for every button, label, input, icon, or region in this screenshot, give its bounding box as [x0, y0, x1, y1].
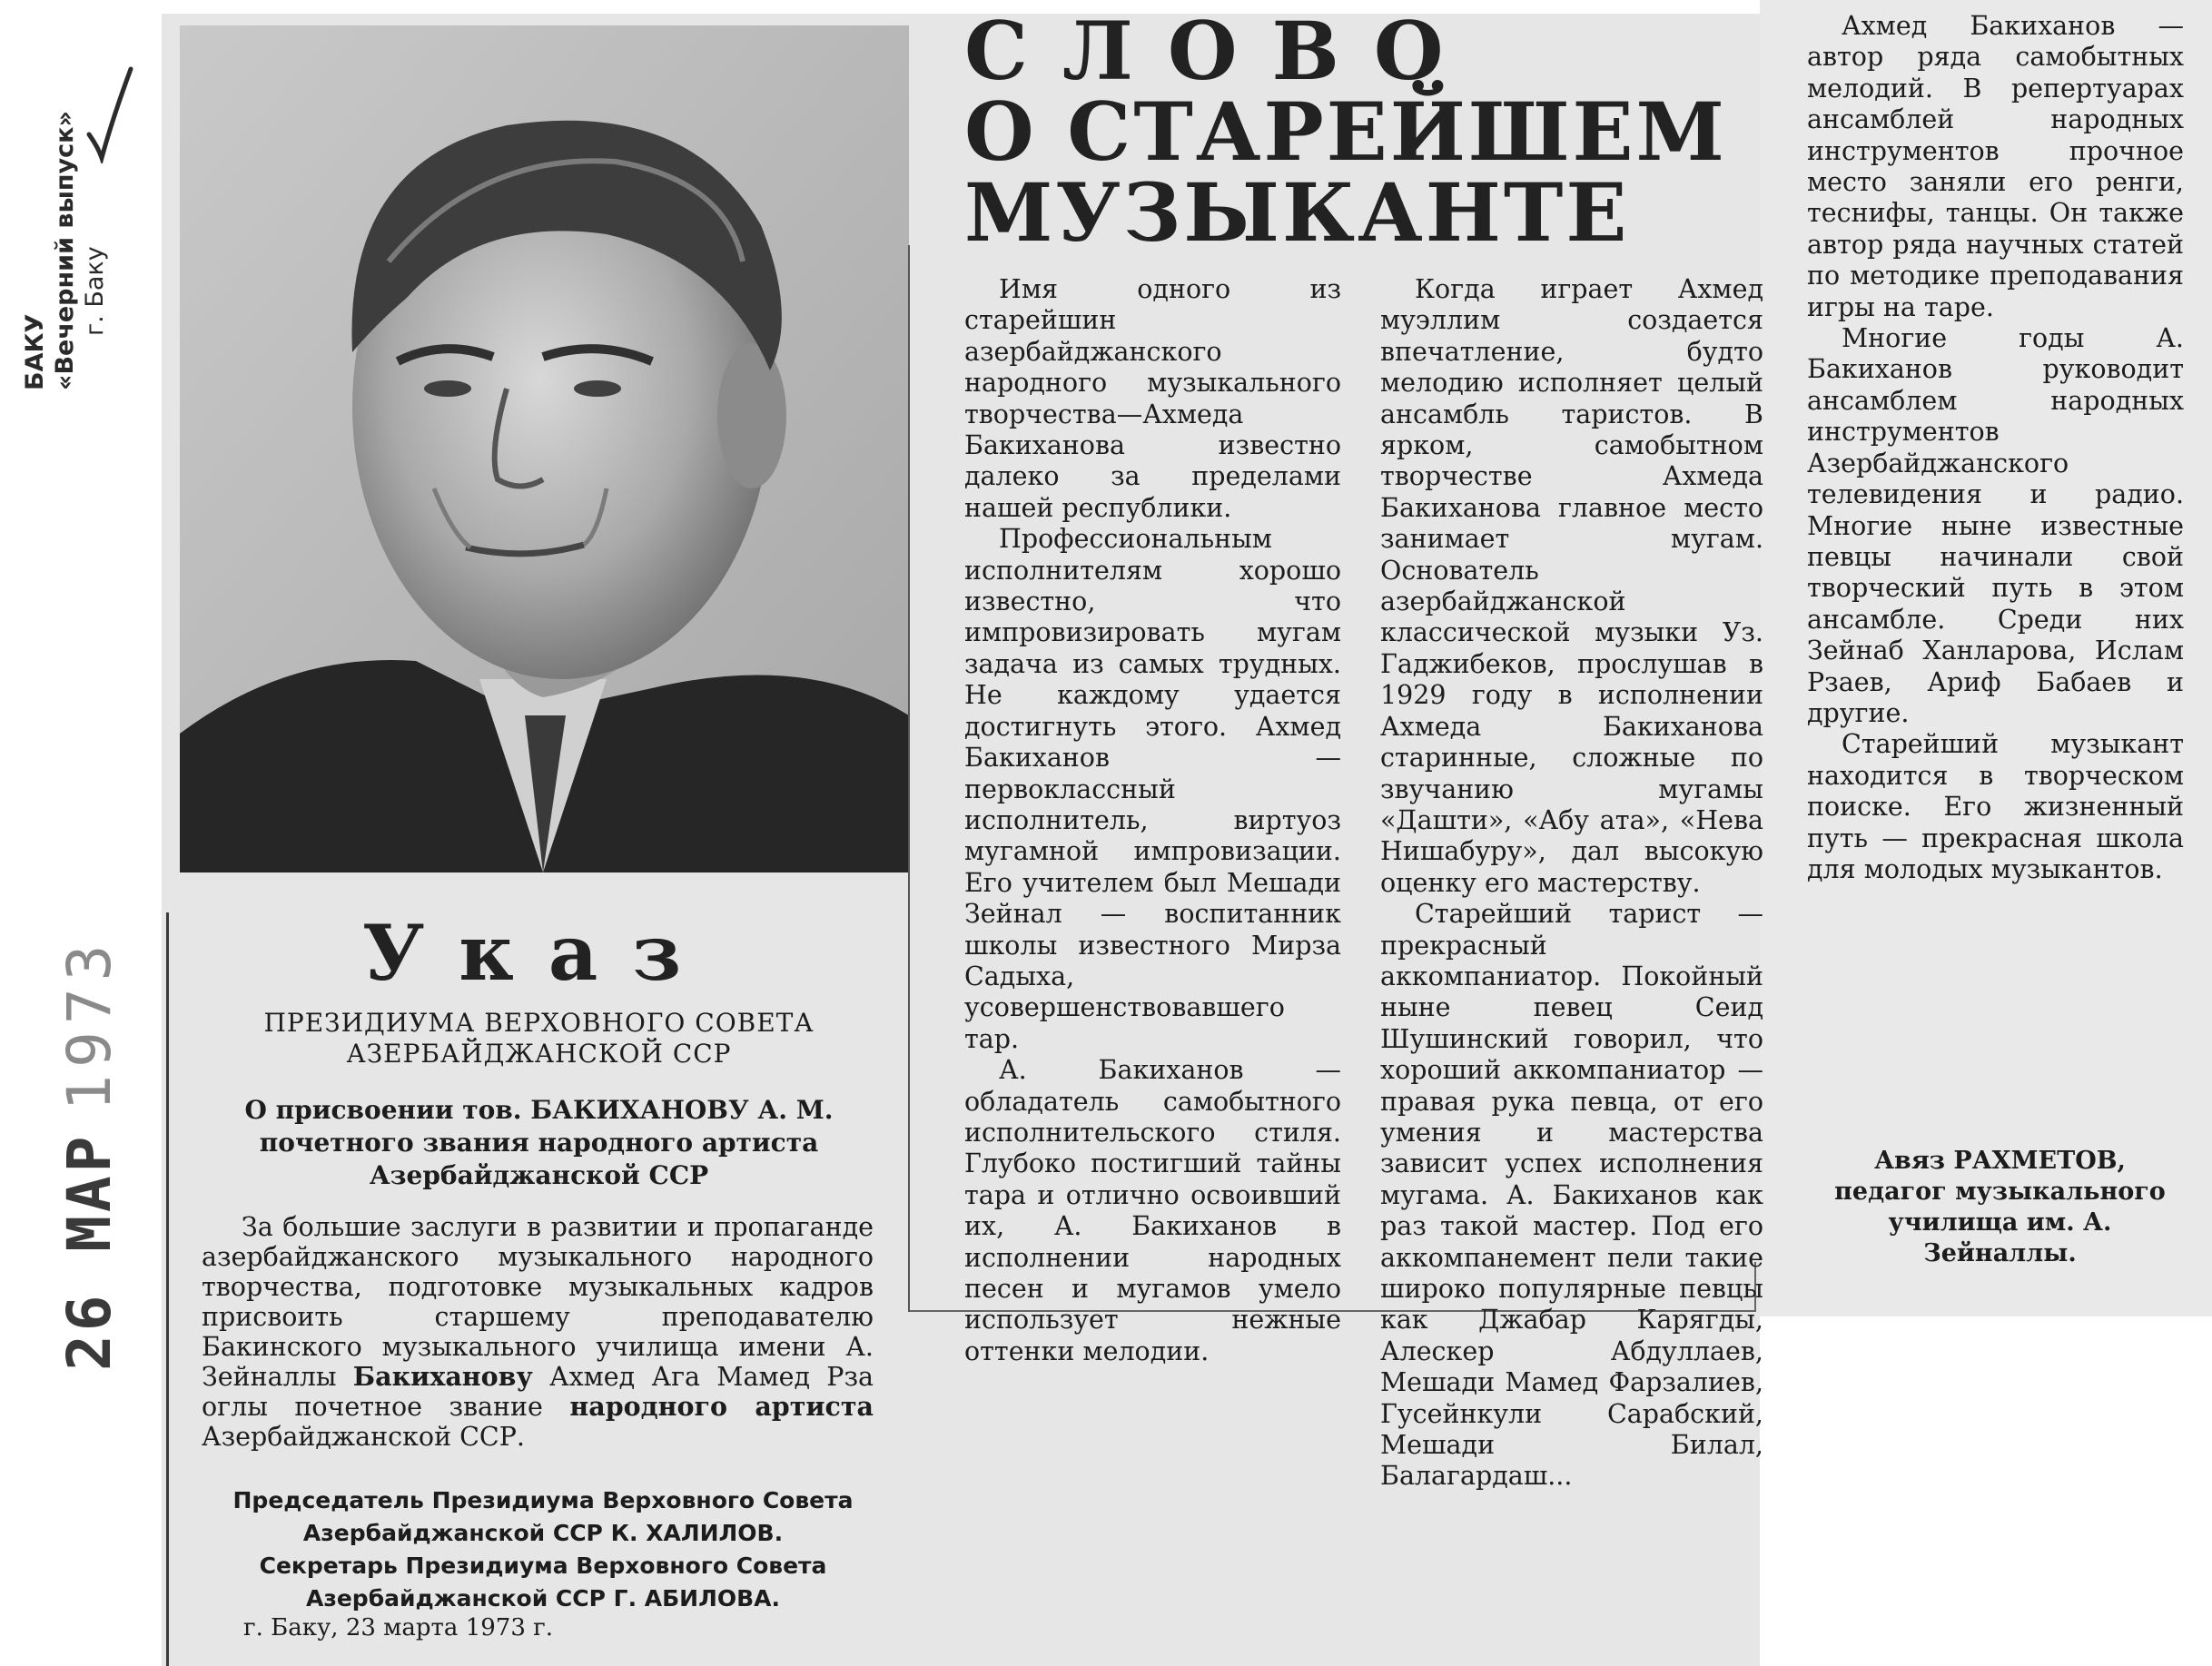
source-annotation — [20, 9, 110, 390]
decree-body-text: Ахмед Ага Мамед Рза оглы почетное звание — [202, 1362, 874, 1422]
decree-body-text: За большие заслуги в развитии и пропаганде азербайджанского музыкального народного творчества, подготовке музыкальных кадров присвоить старшему преподавателю Бакинского музыкального училища имени А. Зейналлы — [202, 1212, 874, 1392]
article-column-2 — [1380, 274, 1763, 1493]
decree-title: Указ — [362, 908, 716, 998]
decree-body — [202, 1212, 874, 1452]
stamp-year: 1973 — [54, 937, 124, 1111]
source-paper: «Вечерний выпуск» — [51, 111, 79, 390]
article-paragraph: Ахмед Бакиханов — автор ряда самобытных мелодий. В репертуарах ансамблей народных инструментов прочное место заняли его ренги, теснифы, танцы. Он также автор ряда научных статей по методике преподавания игры на таре. — [1807, 11, 2184, 322]
article-column-1 — [964, 274, 1341, 1367]
article-paragraph: Имя одного из старейшин азербайджанского народного музыкального творчества—Ахмеда Бакиханова известно далеко за пределами нашей республики. — [964, 274, 1341, 523]
article-paragraph: Старейший музыкант находится в творческом поиске. Его жизненный путь — прекрасная школа для молодых музыкантов. — [1807, 729, 2184, 884]
signature-chairman: Председатель Президиума Верховного Совета Азербайджанской ССР К. ХАЛИЛОВ. — [232, 1487, 854, 1546]
headline-line: О СТАРЕЙШЕМ — [964, 84, 1727, 179]
stamp-date: 26 МАР — [54, 1132, 124, 1371]
article-paragraph: Старейший тарист — прекрасный аккомпаниатор. Покойный ныне певец Сеид Шушинский говорил, что хороший аккомпаниатор — правая рука певца, от его умения и мастерства зависит успех исполнения мугама. А. Бакиханов как раз такой мастер. Под его аккомпанемент пели такие широко популярные певцы как Джабар Карягды, Алескер Абдуллаев, Мешади Мамед Фарзалиев, Гусейнкули Сарабский, Мешади Билал, Балагардаш... — [1380, 899, 1763, 1492]
article-headline — [964, 4, 1727, 260]
decree-body-name: Бакиханову — [352, 1361, 533, 1392]
decree-issuer: ПРЕЗИДИУМА ВЕРХОВНОГО СОВЕТА АЗЕРБАЙДЖАНСКОЙ ССР — [263, 1008, 815, 1069]
article-paragraph: А. Бакиханов — обладатель самобытного исполнительского стиля. Глубоко постигший тайны тара и отлично освоивший их, А. Бакиханов в исполнении народных песен и мугамов умело использует нежные оттенки мелодии. — [964, 1055, 1341, 1366]
article-author: Авяз РАХМЕТОВ, педагог музыкального училища им. А. Зейналлы. — [1834, 1147, 2166, 1267]
decree-subject: О присвоении тов. БАКИХАНОВУ А. М. почетного звания народного артиста Азербайджанской ССР — [244, 1095, 834, 1190]
signature-secretary: Секретарь Президиума Верховного Совета Азербайджанской ССР Г. АБИЛОВА. — [259, 1553, 827, 1612]
decree-signatures — [202, 1484, 884, 1615]
article-paragraph: Когда играет Ахмед муэллим создается впечатление, будто мелодию исполняет целый ансамбль таристов. В ярком, самобытном творчестве Ахмеда Бакиханова главное место занимает мугам. Основатель азербайджанской классической музыки Уз. Гаджибеков, прослушав в 1929 году в исполнении Ахмеда Бакиханова старинные, сложные по звучанию мугамы «Дашти», «Абу ата», «Нева Нишабуру», дал высокую оценку его мастерству. — [1380, 274, 1763, 898]
headline-line: МУЗЫКАНТЕ — [964, 165, 1630, 260]
headline-line: СЛОВО — [964, 4, 1478, 98]
article-paragraph: Профессиональным исполнителям хорошо известно, что импровизировать мугам задача из самых трудных. Не каждому удается достигнуть этого. Ахмед Бакиханов — первоклассный исполнитель, виртуоз мугамной импровизации. Его учителем был Мешади Зейнал — воспитанник школы известного Мирза Садыха, усовершенствовавшего тар. — [964, 524, 1341, 1054]
decree-body-title: народного артиста — [569, 1391, 874, 1422]
decree-place-date: г. Баку, 23 марта 1973 г. — [243, 1614, 554, 1641]
clipping-cut-edge — [1760, 1316, 2212, 1666]
article-paragraph: Многие годы А. Бакиханов руководит ансамблем народных инструментов Азербайджанского телевидения и радио. Многие ныне известные певцы начинали свой творческий путь в этом ансамбле. Среди них Зейнаб Ханларова, Ислам Рзаев, Ариф Бабаев и другие. — [1807, 323, 2184, 728]
date-stamp — [54, 938, 124, 1371]
portrait-photo — [180, 25, 909, 872]
source-city-short: г. Баку — [81, 246, 109, 336]
decree-body-text: Азербайджанской ССР. — [202, 1422, 525, 1452]
column-rule — [908, 245, 910, 1312]
source-city: БАКУ — [21, 313, 49, 390]
article-column-3 — [1807, 11, 2184, 885]
